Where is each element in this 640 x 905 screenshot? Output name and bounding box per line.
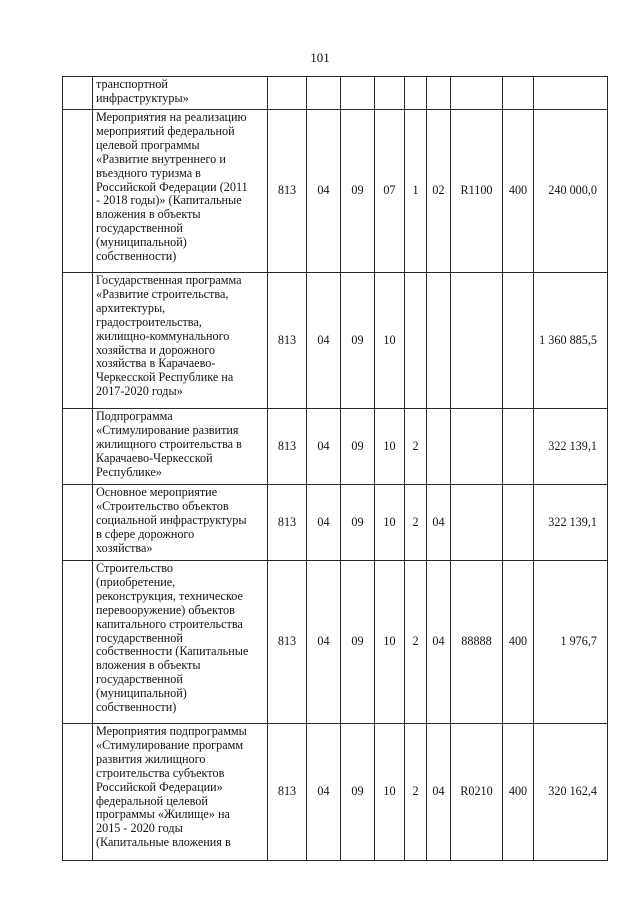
cell-amount: 320 162,4	[534, 724, 608, 861]
cell-ved: 813	[268, 724, 307, 861]
cell-direction: R0210	[451, 724, 503, 861]
cell-direction	[451, 409, 503, 485]
cell-subprogram	[405, 77, 427, 110]
cell-section: 04	[307, 561, 341, 724]
cell-direction: R1100	[451, 110, 503, 273]
cell-expense-type: 400	[503, 561, 534, 724]
table-row	[63, 110, 608, 273]
cell-name: Основное мероприятие «Строительство объектов социальной инфраструктуры в сфере дорожного хозяйства»	[93, 485, 268, 561]
cell-subsection: 09	[341, 724, 375, 861]
cell-name: Подпрограмма «Стимулирование развития жилищного строительства в Карачаево-Черкесской Республике»	[93, 409, 268, 485]
cell-subsection: 09	[341, 485, 375, 561]
cell-name: Строительство (приобретение, реконструкция, техническое перевооружение) объектов капитального строительства государственной собственности (Капитальные вложения в объекты государственной (муниципальной) собственности)	[93, 561, 268, 724]
cell-section: 04	[307, 409, 341, 485]
cell-blank	[63, 409, 93, 485]
cell-amount: 240 000,0	[534, 110, 608, 273]
cell-ved	[268, 77, 307, 110]
cell-expense-type	[503, 409, 534, 485]
table-row	[63, 724, 608, 861]
cell-main-event: 04	[427, 485, 451, 561]
cell-expense-type: 400	[503, 724, 534, 861]
cell-subprogram: 2	[405, 561, 427, 724]
cell-ved: 813	[268, 485, 307, 561]
budget-table	[62, 76, 608, 861]
cell-ved: 813	[268, 561, 307, 724]
cell-subsection: 09	[341, 273, 375, 409]
cell-subprogram: 2	[405, 409, 427, 485]
cell-program: 10	[375, 409, 405, 485]
cell-subsection: 09	[341, 409, 375, 485]
cell-amount: 322 139,1	[534, 409, 608, 485]
table-row	[63, 77, 608, 110]
cell-main-event: 02	[427, 110, 451, 273]
cell-ved: 813	[268, 409, 307, 485]
cell-program: 07	[375, 110, 405, 273]
cell-name: транспортной инфраструктуры»	[93, 77, 268, 110]
cell-blank	[63, 561, 93, 724]
cell-expense-type	[503, 77, 534, 110]
table-row	[63, 485, 608, 561]
cell-direction	[451, 273, 503, 409]
cell-section: 04	[307, 110, 341, 273]
cell-amount: 1 360 885,5	[534, 273, 608, 409]
cell-main-event	[427, 77, 451, 110]
cell-ved: 813	[268, 273, 307, 409]
cell-name: Мероприятия подпрограммы «Стимулирование программ развития жилищного строительства субъектов Российской Федерации» федеральной целевой программы «Жилище» на 2015 - 2020 годы (Капитальные вложения в	[93, 724, 268, 861]
cell-name: Государственная программа «Развитие строительства, архитектуры, градостроительства, жилищно-коммунального хозяйства и дорожного хозяйства в Карачаево- Черкесской Республике на 2017-2020 годы»	[93, 273, 268, 409]
cell-amount	[534, 77, 608, 110]
cell-main-event: 04	[427, 724, 451, 861]
cell-blank	[63, 110, 93, 273]
cell-main-event	[427, 273, 451, 409]
cell-subsection	[341, 77, 375, 110]
cell-subprogram: 2	[405, 724, 427, 861]
cell-blank	[63, 273, 93, 409]
cell-expense-type: 400	[503, 110, 534, 273]
cell-blank	[63, 77, 93, 110]
cell-subprogram	[405, 273, 427, 409]
cell-main-event	[427, 409, 451, 485]
cell-subprogram: 2	[405, 485, 427, 561]
cell-section: 04	[307, 724, 341, 861]
cell-subsection: 09	[341, 110, 375, 273]
cell-program: 10	[375, 724, 405, 861]
cell-blank	[63, 485, 93, 561]
cell-direction: 88888	[451, 561, 503, 724]
cell-section: 04	[307, 273, 341, 409]
cell-ved: 813	[268, 110, 307, 273]
cell-expense-type	[503, 485, 534, 561]
cell-expense-type	[503, 273, 534, 409]
cell-program	[375, 77, 405, 110]
cell-program: 10	[375, 485, 405, 561]
cell-amount: 1 976,7	[534, 561, 608, 724]
page-number: 101	[310, 50, 330, 65]
cell-blank	[63, 724, 93, 861]
cell-name: Мероприятия на реализацию мероприятий федеральной целевой программы «Развитие внутреннего и въездного туризма в Российской Федерации (2011 - 2018 годы)» (Капитальные вложения в объекты государственной (муниципальной) собственности)	[93, 110, 268, 273]
cell-section	[307, 77, 341, 110]
table-row	[63, 273, 608, 409]
cell-direction	[451, 77, 503, 110]
cell-program: 10	[375, 561, 405, 724]
cell-main-event: 04	[427, 561, 451, 724]
cell-amount: 322 139,1	[534, 485, 608, 561]
cell-subprogram: 1	[405, 110, 427, 273]
table-row	[63, 561, 608, 724]
cell-program: 10	[375, 273, 405, 409]
cell-section: 04	[307, 485, 341, 561]
cell-subsection: 09	[341, 561, 375, 724]
table-row	[63, 409, 608, 485]
table-body	[63, 77, 608, 861]
cell-direction	[451, 485, 503, 561]
